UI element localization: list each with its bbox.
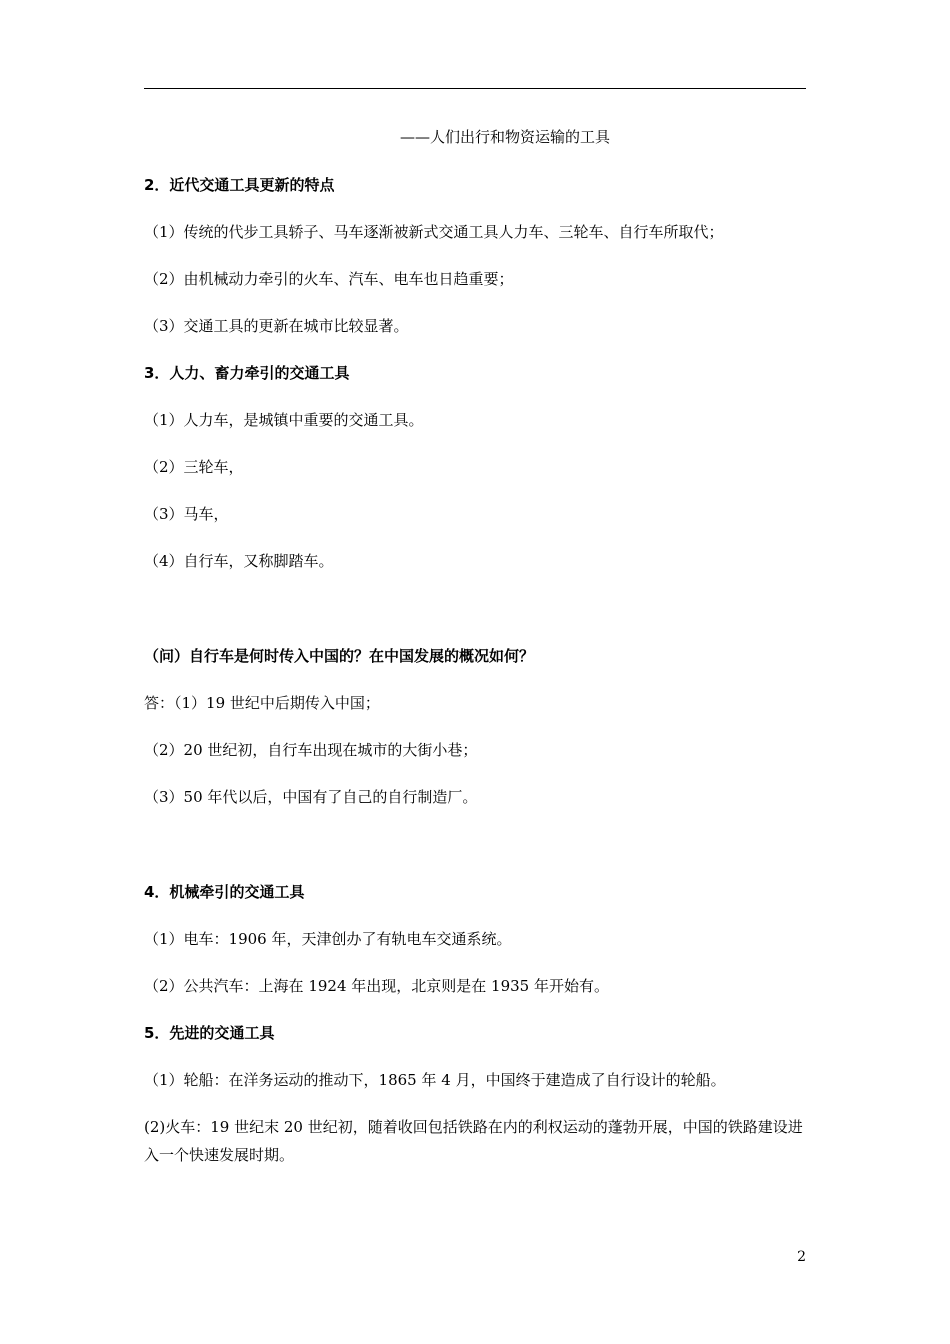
section-5-heading: 5．先进的交通工具 bbox=[144, 1024, 275, 1042]
section-3-item-4: （4）自行车，又称脚踏车。 bbox=[144, 552, 334, 570]
section-5-item-2: (2)火车：19 世纪末 20 世纪初，随着收回包括铁路在内的利权运动的蓬勃开展，中国的铁路建设进入一个快速发展时期。 bbox=[144, 1118, 803, 1164]
section-3-item-1: （1）人力车，是城镇中重要的交通工具。 bbox=[144, 411, 424, 429]
section-3-heading: 3．人力、畜力牵引的交通工具 bbox=[144, 364, 350, 382]
section-4-heading: 4．机械牵引的交通工具 bbox=[144, 883, 305, 901]
answer-2: （2）20 世纪初，自行车出现在城市的大街小巷； bbox=[144, 741, 478, 759]
page-number: 2 bbox=[797, 1249, 806, 1265]
section-3-item-2: （2）三轮车， bbox=[144, 458, 244, 476]
section-2-item-3: （3）交通工具的更新在城市比较显著。 bbox=[144, 317, 409, 335]
subtitle: ——人们出行和物资运输的工具 bbox=[399, 128, 610, 146]
section-4-item-1: （1）电车：1906 年，天津创办了有轨电车交通系统。 bbox=[144, 930, 512, 948]
answer-1: 答：（1）19 世纪中后期传入中国； bbox=[144, 694, 380, 712]
answer-3: （3）50 年代以后，中国有了自己的自行制造厂。 bbox=[144, 788, 478, 806]
section-2-item-1: （1）传统的代步工具轿子、马车逐渐被新式交通工具人力车、三轮车、自行车所取代； bbox=[144, 223, 724, 241]
section-3-item-3: （3）马车， bbox=[144, 505, 229, 523]
section-2-heading: 2．近代交通工具更新的特点 bbox=[144, 176, 335, 194]
section-5-item-1: （1）轮船：在洋务运动的推动下，1865 年 4 月，中国终于建造成了自行设计的轮船。 bbox=[144, 1071, 726, 1089]
question: （问）自行车是何时传入中国的？在中国发展的概况如何？ bbox=[144, 647, 535, 665]
section-2-item-2: （2）由机械动力牵引的火车、汽车、电车也日趋重要； bbox=[144, 270, 514, 288]
header-rule bbox=[144, 88, 806, 89]
section-4-item-2: （2）公共汽车：上海在 1924 年出现，北京则是在 1935 年开始有。 bbox=[144, 977, 609, 995]
